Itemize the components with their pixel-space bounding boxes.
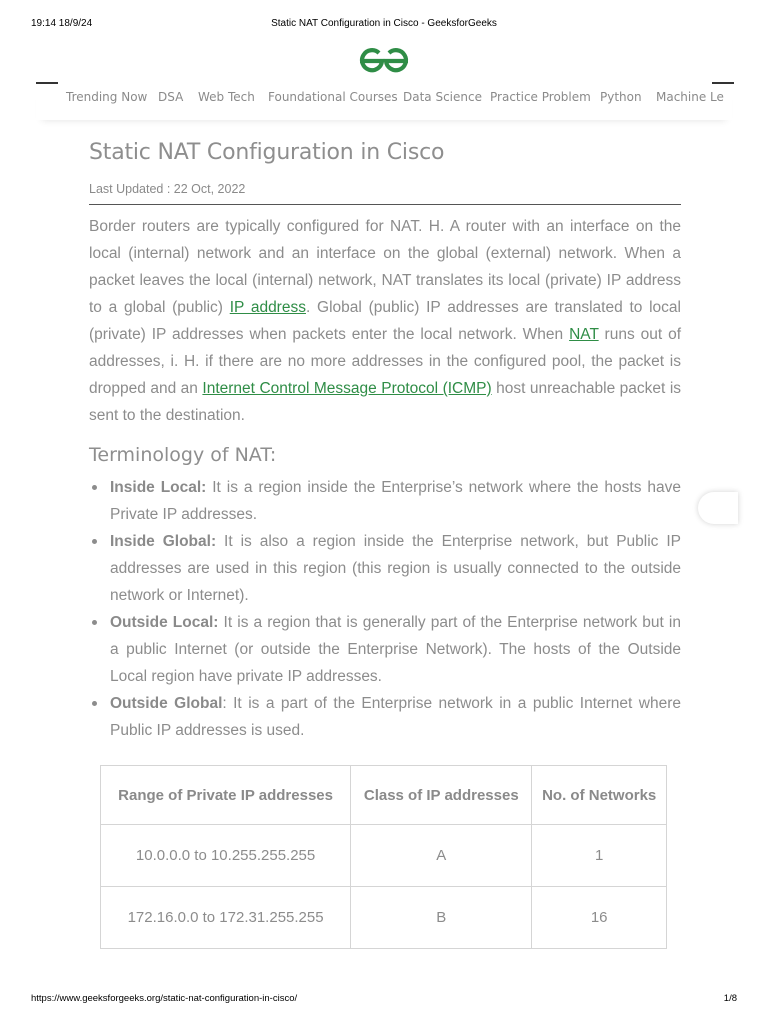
nav-item-python[interactable]: Python bbox=[600, 90, 642, 104]
bullet-icon bbox=[92, 485, 97, 490]
nav-item-dsa[interactable]: DSA bbox=[158, 90, 184, 104]
menu-edge-left bbox=[36, 82, 58, 84]
side-panel-tab[interactable] bbox=[698, 492, 738, 524]
term-desc: : It is a part of the Enterprise network in a public Internet where Public IP addresses is used. bbox=[110, 695, 681, 739]
bullet-icon bbox=[92, 539, 97, 544]
print-header bbox=[0, 18, 768, 32]
intro-paragraph bbox=[89, 213, 681, 429]
list-item bbox=[89, 690, 681, 744]
nav-item-machine-learning[interactable]: Machine Le bbox=[656, 90, 724, 104]
terminology-heading: Terminology of NAT: bbox=[89, 444, 277, 466]
table-header-row bbox=[101, 766, 667, 825]
intro-text-1: Border routers are typically configured for NAT. H. A router with an interface on the local (internal) network and an interface on the global (external) network. When a packet leaves the local (internal) network, NAT translates its local (private) IP address to a global (public) bbox=[89, 218, 681, 316]
print-title: Static NAT Configuration in Cisco - GeeksforGeeks bbox=[271, 18, 497, 29]
article-title: Static NAT Configuration in Cisco bbox=[89, 140, 445, 165]
print-datetime: 19:14 18/9/24 bbox=[31, 18, 93, 29]
intro-text-3: runs out of addresses, i. H. if there are no more addresses in the configured pool, the packet is dropped and an bbox=[89, 326, 681, 397]
table-header: No. of Networks bbox=[532, 766, 667, 825]
list-item bbox=[89, 474, 681, 528]
nav-item-practice-problem[interactable]: Practice Problem bbox=[490, 90, 591, 104]
top-nav bbox=[36, 86, 732, 120]
icmp-link[interactable]: Internet Control Message Protocol (ICMP) bbox=[202, 380, 492, 397]
menu-edge-right bbox=[712, 82, 734, 84]
print-footer bbox=[0, 993, 768, 1007]
nav-item-web-tech[interactable]: Web Tech bbox=[198, 90, 255, 104]
gfg-logo-icon[interactable] bbox=[356, 44, 412, 76]
nav-item-data-science[interactable]: Data Science bbox=[403, 90, 482, 104]
table-cell: 10.0.0.0 to 10.255.255.255 bbox=[101, 825, 351, 887]
table-header: Range of Private IP addresses bbox=[101, 766, 351, 825]
print-url: https://www.geeksforgeeks.org/static-nat-configuration-in-cisco/ bbox=[31, 993, 298, 1004]
table-cell: A bbox=[351, 825, 532, 887]
last-updated: Last Updated : 22 Oct, 2022 bbox=[89, 182, 246, 196]
table-cell: 16 bbox=[532, 887, 667, 949]
table-row bbox=[101, 825, 667, 887]
table-cell: 172.16.0.0 to 172.31.255.255 bbox=[101, 887, 351, 949]
bullet-icon bbox=[92, 620, 97, 625]
terminology-list bbox=[89, 474, 681, 744]
term-label: Outside Global bbox=[110, 695, 223, 712]
term-label: Outside Local: bbox=[110, 614, 219, 631]
term-desc: It is also a region inside the Enterprise network, but Public IP addresses are used in this region (this region is usually connected to the outside network or Internet). bbox=[110, 533, 681, 604]
list-item bbox=[89, 528, 681, 609]
bullet-icon bbox=[92, 701, 97, 706]
nat-link[interactable]: NAT bbox=[569, 326, 599, 343]
table-row bbox=[101, 887, 667, 949]
table-cell: B bbox=[351, 887, 532, 949]
nav-item-trending-now[interactable]: Trending Now bbox=[66, 90, 148, 104]
title-divider bbox=[89, 204, 681, 205]
table-cell: 1 bbox=[532, 825, 667, 887]
term-desc: It is a region that is generally part of the Enterprise network but in a public Internet (or outside the Enterprise Network). The hosts of the Outside Local region have private IP addresses. bbox=[110, 614, 681, 685]
term-desc: It is a region inside the Enterprise’s network where the hosts have Private IP addresses. bbox=[110, 479, 681, 523]
intro-text-4: host unreachable packet is sent to the destination. bbox=[89, 380, 682, 424]
nav-item-foundational-courses[interactable]: Foundational Courses bbox=[268, 90, 398, 104]
list-item bbox=[89, 609, 681, 690]
table-header: Class of IP addresses bbox=[351, 766, 532, 825]
intro-text-2: . Global (public) IP addresses are translated to local (private) IP addresses when packets enter the local network. When bbox=[89, 299, 681, 343]
term-label: Inside Local: bbox=[110, 479, 207, 496]
ip-range-table bbox=[100, 765, 667, 949]
term-label: Inside Global: bbox=[110, 533, 217, 550]
ip-address-link[interactable]: IP address bbox=[229, 299, 306, 316]
print-page-number: 1/8 bbox=[723, 993, 737, 1004]
